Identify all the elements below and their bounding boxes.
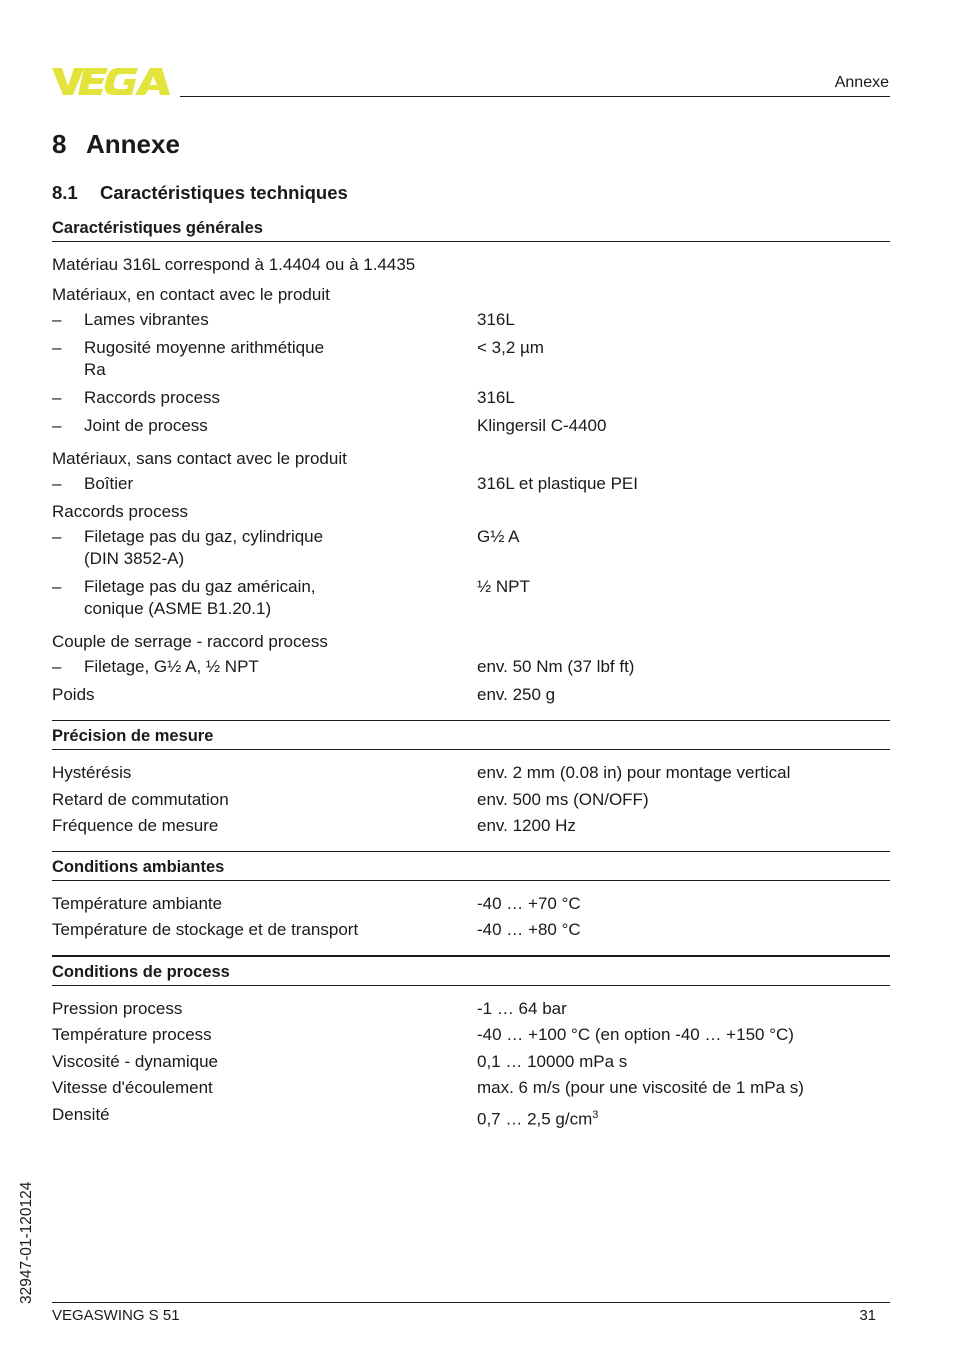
section-divider [52, 985, 890, 986]
spec-value: -40 … +80 °C [477, 920, 581, 939]
spec-value: -40 … +100 °C (en option -40 … +150 °C) [477, 1025, 794, 1044]
spec-value: -1 … 64 bar [477, 999, 567, 1018]
section-divider [52, 241, 890, 242]
chapter-title: Annexe [86, 129, 180, 159]
spec-value: < 3,2 µm [477, 338, 544, 357]
bullet-dash: – [52, 577, 62, 596]
spec-label [84, 337, 324, 381]
section-title: Caractéristiques techniques [100, 182, 348, 203]
bullet-dash: – [52, 388, 62, 407]
footer-divider [52, 1302, 890, 1303]
spec-value: Klingersil C-4400 [477, 416, 607, 435]
section-divider [52, 749, 890, 750]
spec-value: -40 … +70 °C [477, 894, 581, 913]
spec-label: Température process [52, 1025, 212, 1044]
spec-value: 316L [477, 388, 515, 407]
spec-value: 0,1 … 10000 mPa s [477, 1052, 628, 1071]
spec-value: 316L [477, 310, 515, 329]
chapter-number: 8 [52, 129, 67, 159]
spec-value: 316L et plastique PEI [477, 474, 638, 493]
material-note: Matériau 316L correspond à 1.4404 ou à 1.4435 [52, 255, 416, 274]
ambient-title: Conditions ambiantes [52, 858, 225, 876]
section-divider [52, 880, 890, 881]
spec-value: env. 50 Nm (37 lbf ft) [477, 657, 635, 676]
spec-label: Poids [52, 685, 95, 704]
connections-title: Raccords process [52, 502, 189, 521]
accuracy-title: Précision de mesure [52, 727, 214, 745]
spec-label: Raccords process [84, 388, 221, 407]
spec-value: env. 2 mm (0.08 in) pour montage vertical [477, 763, 791, 782]
spec-label: Vitesse d'écoulement [52, 1078, 213, 1097]
spec-value: env. 250 g [477, 685, 556, 704]
spec-label: Filetage, G½ A, ½ NPT [84, 657, 259, 676]
bullet-dash: – [52, 527, 62, 546]
spec-label: Boîtier [84, 474, 134, 493]
spec-label: Viscosité - dynamique [52, 1052, 218, 1071]
section-divider [52, 955, 890, 957]
spec-label: Joint de process [84, 416, 208, 435]
spec-label-line: (DIN 3852-A) [84, 549, 185, 568]
bullet-dash: – [52, 474, 62, 493]
vega-logo [52, 66, 170, 96]
density-exponent: 3 [592, 1109, 599, 1121]
chapter-heading [52, 129, 180, 160]
bullet-dash: – [52, 310, 62, 329]
running-header: Annexe [834, 74, 889, 91]
spec-value: G½ A [477, 527, 520, 546]
page-number: 31 [859, 1307, 876, 1324]
document-number: 32947-01-120124 [18, 1181, 35, 1304]
spec-value: ½ NPT [477, 577, 530, 596]
spec-label: Lames vibrantes [84, 310, 209, 329]
spec-label: Pression process [52, 999, 183, 1018]
spec-label: Fréquence de mesure [52, 816, 219, 835]
spec-label [84, 526, 323, 570]
nonwetted-title: Matériaux, sans contact avec le produit [52, 449, 347, 468]
spec-label: Température de stockage et de transport [52, 920, 359, 939]
header-divider [180, 96, 890, 97]
spec-label: Température ambiante [52, 894, 223, 913]
section-number: 8.1 [52, 182, 78, 203]
general-title: Caractéristiques générales [52, 219, 263, 237]
process-title: Conditions de process [52, 963, 230, 981]
density-value: 0,7 … 2,5 g/cm [477, 1109, 593, 1129]
spec-label-line: Filetage pas du gaz, cylindrique [84, 527, 324, 546]
section-divider [52, 851, 890, 852]
spec-label [84, 576, 316, 620]
section-heading [52, 182, 348, 204]
spec-value: env. 1200 Hz [477, 816, 576, 835]
spec-value [477, 1104, 598, 1131]
spec-label: Densité [52, 1105, 110, 1124]
spec-value: max. 6 m/s (pour une viscosité de 1 mPa s) [477, 1078, 804, 1097]
spec-label-line: Rugosité moyenne arithmétique [84, 338, 325, 357]
vega-logo-text: VEGA [52, 66, 55, 67]
spec-label: Retard de commutation [52, 790, 229, 809]
wetted-title: Matériaux, en contact avec le produit [52, 285, 330, 304]
spec-label-line: Ra [84, 360, 106, 379]
bullet-dash: – [52, 657, 62, 676]
torque-title: Couple de serrage - raccord process [52, 632, 328, 651]
spec-label-line: conique (ASME B1.20.1) [84, 599, 272, 618]
bullet-dash: – [52, 416, 62, 435]
section-divider [52, 720, 890, 721]
product-name: VEGASWING S 51 [52, 1307, 180, 1324]
spec-value: env. 500 ms (ON/OFF) [477, 790, 649, 809]
spec-label-line: Filetage pas du gaz américain, [84, 577, 316, 596]
spec-label: Hystérésis [52, 763, 132, 782]
bullet-dash: – [52, 338, 62, 357]
